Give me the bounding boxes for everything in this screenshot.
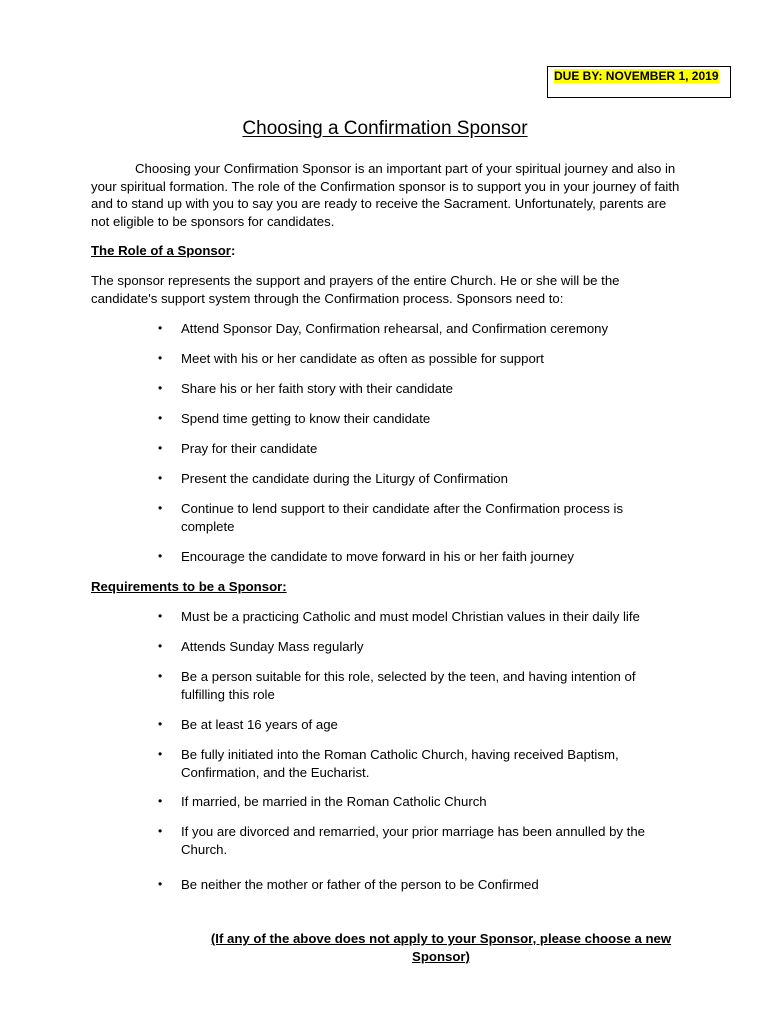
intro-paragraph: Choosing your Confirmation Sponsor is an important part of your spiritual journey and also in your spiritual formation. The role of the Confirmation sponsor is to support you in your journey of faith and to stand up with you to say you are ready to receive the Sacrament. Unfortunately, parents are not eligible to be sponsors for candidates. xyxy=(91,161,680,229)
closing-note: (If any of the above does not apply to your Sponsor, please choose a new Sponsor) xyxy=(210,931,672,964)
bullet-icon: • xyxy=(158,549,163,563)
due-date-label: DUE BY: NOVEMBER 1, 2019 xyxy=(554,69,719,83)
bullet-icon: • xyxy=(158,321,163,335)
bullet-icon: • xyxy=(158,609,163,623)
list-item xyxy=(158,746,676,781)
list-item xyxy=(158,608,676,626)
list-item xyxy=(158,716,676,734)
page-title: Choosing a Confirmation Sponsor xyxy=(242,118,528,139)
list-item-text: Must be a practicing Catholic and must model Christian values in their daily life xyxy=(181,609,640,624)
bullet-icon: • xyxy=(158,471,163,485)
bullet-icon: • xyxy=(158,411,163,425)
role-paragraph: The sponsor represents the support and prayers of the entire Church. He or she will be the candidate's support system through the Confirmation process. Sponsors need to: xyxy=(91,273,620,306)
list-item-text: If married, be married in the Roman Catholic Church xyxy=(181,794,487,809)
bullet-icon: • xyxy=(158,351,163,365)
list-item-text: Pray for their candidate xyxy=(181,441,318,456)
list-item-text: Continue to lend support to their candidate after the Confirmation process is complete xyxy=(181,501,624,534)
role-heading-text: The Role of a Sponsor xyxy=(91,243,231,258)
list-item-text: Be neither the mother or father of the person to be Confirmed xyxy=(181,877,539,892)
list-item-text: Attends Sunday Mass regularly xyxy=(181,639,364,654)
list-item xyxy=(158,823,676,858)
list-item-text: Be fully initiated into the Roman Catholic Church, having received Baptism, Confirmation, and the Eucharist. xyxy=(181,747,619,780)
bullet-icon: • xyxy=(158,501,163,515)
list-item xyxy=(158,793,676,811)
list-item-text: Encourage the candidate to move forward in his or her faith journey xyxy=(181,549,574,564)
list-item-text: Be at least 16 years of age xyxy=(181,717,338,732)
list-item-text: Share his or her faith story with their candidate xyxy=(181,381,453,396)
bullet-icon: • xyxy=(158,877,163,891)
role-heading-colon: : xyxy=(230,243,236,258)
bullet-icon: • xyxy=(158,639,163,653)
requirements-heading-text: Requirements to be a Sponsor: xyxy=(91,579,287,594)
list-item-text: Be a person suitable for this role, selected by the teen, and having intention of fulfilling this role xyxy=(181,669,636,702)
list-item xyxy=(158,668,676,703)
list-item xyxy=(158,638,676,656)
bullet-icon: • xyxy=(158,824,163,838)
bullet-icon: • xyxy=(158,794,163,808)
list-item-text: Spend time getting to know their candidate xyxy=(181,411,431,426)
bullet-icon: • xyxy=(158,747,163,761)
list-item-text: Attend Sponsor Day, Confirmation rehearsal, and Confirmation ceremony xyxy=(181,321,609,336)
bullet-icon: • xyxy=(158,669,163,683)
list-item-text: Present the candidate during the Liturgy of Confirmation xyxy=(181,471,508,486)
list-item-text: If you are divorced and remarried, your prior marriage has been annulled by the Church. xyxy=(181,824,646,857)
bullet-icon: • xyxy=(158,717,163,731)
list-item xyxy=(158,876,676,894)
bullet-icon: • xyxy=(158,441,163,455)
bullet-icon: • xyxy=(158,381,163,395)
list-item-text: Meet with his or her candidate as often as possible for support xyxy=(181,351,544,366)
